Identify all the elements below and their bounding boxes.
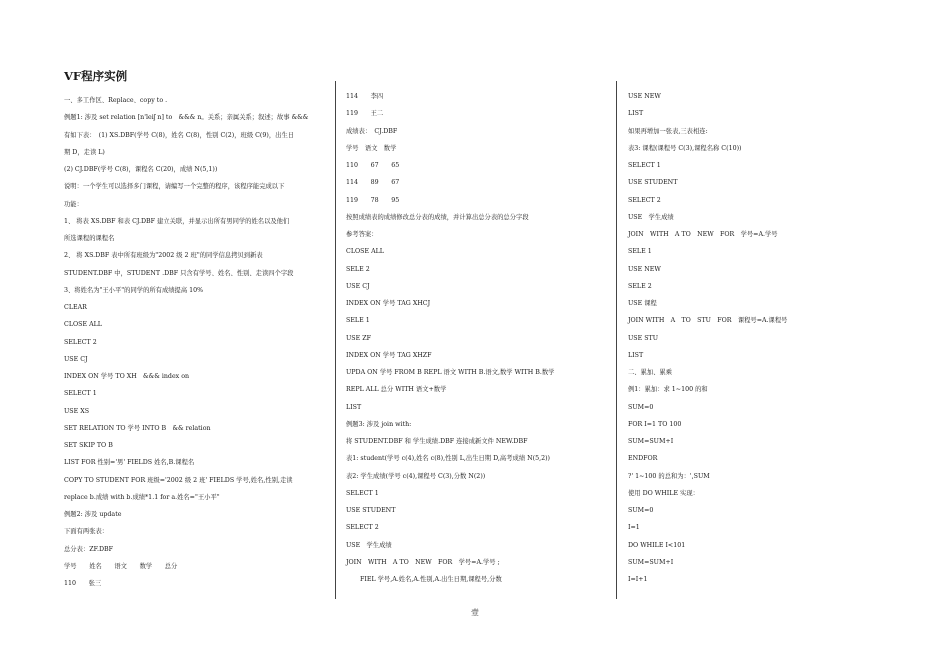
text-line: USE CJ [346, 282, 370, 290]
text-line: COPY TO STUDENT FOR 班级='2002 级 2 班' FIELDS 学号,姓名,性别,走读 [64, 476, 293, 484]
text-line: USE CJ [64, 355, 88, 363]
text-line: 学号 语文 数学 [346, 144, 397, 152]
text-line: USE NEW [628, 265, 661, 273]
text-line: 所选课程的课程名 [64, 235, 115, 242]
text-line: INDEX ON 学号 TAG XHZF [346, 351, 432, 359]
text-line: 114 89 67 [346, 179, 400, 187]
text-line: INDEX ON 学号 TO XH &&& index on [64, 373, 190, 380]
text-line: USE 课程 [628, 300, 657, 307]
text-line: UPDA ON 学号 FROM B REPL 语文 WITH B.语文,数学 WITH B.数学 [346, 369, 555, 376]
column-middle-body [346, 88, 608, 588]
document-title: VF程序实例 [64, 69, 128, 83]
text-line: 一、多工作区、Replace、copy to . [64, 97, 168, 104]
text-line: SELE 2 [346, 265, 370, 273]
text-line: USE STUDENT [628, 179, 678, 187]
column-middle [346, 88, 608, 588]
text-line: SET RELATION TO 学号 INTO B && relation [64, 424, 211, 432]
text-line: USE NEW [628, 93, 661, 100]
text-line: SELE 2 [628, 282, 652, 290]
text-line: 将 STUDENT.DBF 和 学生成绩.DBF 连接成新文件 NEW.DBF [346, 438, 528, 445]
text-line: STUDENT.DBF 中，STUDENT .DBF 只含有学号、姓名、性别、走读四个字段 [64, 269, 294, 277]
text-line: I=I+1 [628, 576, 648, 583]
text-line: ENDFOR [628, 455, 658, 463]
text-line: JOIN WITH A TO NEW FOR 学号=A.学号 ; [346, 558, 500, 566]
text-line: SUM=SUM+I [628, 438, 674, 445]
text-line: 3、将姓名为"王小平"的同学的所有成绩提高 10% [64, 286, 204, 294]
text-line: CLOSE ALL [64, 321, 102, 329]
text-line: LIST [628, 351, 644, 359]
text-line: SUM=0 [628, 403, 654, 411]
text-line: JOIN WITH A TO NEW FOR 学号=A.学号 [628, 231, 778, 238]
text-line: 参考答案： [346, 231, 378, 238]
text-line: SELE 1 [346, 317, 370, 325]
text-line: 119 78 95 [346, 196, 400, 204]
text-line: 按照成绩表的成绩修改总分表的成绩，并计算出总分表的总分字段 [346, 213, 529, 221]
text-line: USE STU [628, 334, 659, 342]
text-line: 119 王二 [346, 110, 384, 118]
text-line: 功能： [64, 200, 83, 208]
text-line: 成绩表： CJ.DBF [346, 127, 398, 135]
text-line: 表3: 课程(课程号 C(3),课程名称 C(10)) [628, 144, 742, 152]
text-line: 二、累加、累乘 [628, 369, 673, 376]
text-line: SUM=SUM+I [628, 558, 674, 566]
text-line: 例1：累加：求 1~100 的和 [628, 386, 708, 394]
text-line: SELECT 2 [346, 524, 379, 532]
column-left-body [64, 92, 326, 592]
column-right-body [628, 88, 890, 588]
text-line: FIEL 学号,A.姓名,A.性别,A.出生日期,课程号,分数 [360, 576, 502, 583]
text-line: CLOSE ALL [346, 248, 384, 256]
text-line: INDEX ON 学号 TAG XHCJ [346, 300, 431, 307]
text-line: 总分表：ZF.DBF [64, 545, 113, 553]
text-line: ?' 1~100 的总和为：',SUM [628, 472, 710, 480]
column-divider-left [335, 81, 336, 599]
text-line: JOIN WITH A TO STU FOR 课程号=A.课程号 [628, 317, 788, 325]
text-line: 学号 姓名 语文 数学 总分 [64, 562, 178, 570]
text-line: 例题2: 涉及 update [64, 511, 122, 518]
text-line: 说明：一个学生可以选择多门课程，请编写一个完整的程序，该程序能完成以下 [64, 183, 285, 191]
text-line: SELE 1 [628, 248, 652, 256]
text-line: DO WHILE I<101 [628, 541, 686, 549]
text-line: SELECT 2 [64, 338, 97, 346]
text-line: 下面有两张表： [64, 528, 109, 536]
text-line: SUM=0 [628, 507, 654, 514]
page-number: 壹 [471, 608, 479, 617]
text-line: 1、 将表 XS.DBF 和表 CJ.DBF 建立关联，并显示出所有男同学的姓名以及他们 [64, 217, 290, 225]
text-line: SELECT 1 [64, 390, 97, 398]
text-line: 例题3: 涉及 join with: [346, 420, 412, 428]
column-left [64, 65, 326, 592]
text-line: 110 67 65 [346, 162, 400, 169]
text-line: USE STUDENT [346, 507, 396, 514]
text-line: LIST [628, 110, 644, 118]
text-line: 期 D，走读 L) [64, 148, 105, 156]
text-line: 表2: 学生成绩(学号 c(4),课程号 C(3),分数 N(2)) [346, 472, 486, 480]
text-line: 114 李四 [346, 93, 384, 100]
text-line: replace b.成绩 with b.成绩*1.1 for a.姓名="王小平" [64, 493, 220, 501]
text-line: 如果再增加一张表,三表相连: [628, 127, 708, 135]
text-line: USE 学生成绩 [346, 541, 392, 549]
text-line: USE 学生成绩 [628, 213, 674, 221]
text-line: I=1 [628, 524, 640, 532]
text-line: 表1: student(学号 c(4),姓名 c(8),性别 L,出生日期 D,高考成绩 N(5,2)) [346, 455, 551, 463]
text-line: SET SKIP TO B [64, 442, 113, 449]
text-line: REPL ALL 总分 WITH 语文+数学 [346, 386, 447, 394]
text-line: (2) CJ.DBF(学号 C(8)，课程名 C(20)，成绩 N(5,1)) [64, 166, 218, 173]
text-line: 有如下表： (1) XS.DBF(学号 C(8)，姓名 C(8)，性别 C(2)，班级 C(9)，出生日 [64, 131, 295, 139]
text-line: USE XS [64, 407, 90, 415]
text-line: SELECT 1 [346, 489, 379, 497]
text-line: LIST [346, 403, 362, 411]
text-line: 110 张三 [64, 580, 102, 587]
text-line: USE ZF [346, 334, 371, 342]
text-line: SELECT 1 [628, 162, 661, 169]
column-right [628, 88, 890, 588]
text-line: SELECT 2 [628, 196, 661, 204]
column-divider-right [616, 81, 617, 599]
text-line: LIST FOR 性别='男' FIELDS 姓名,B.课程名 [64, 459, 195, 467]
text-line: 2、 将 XS.DBF 表中所有班级为"2002 级 2 班"的同学信息拷贝到新表 [64, 252, 263, 260]
text-line: FOR I=1 TO 100 [628, 420, 682, 428]
text-line: 使用 DO WHILE 实现： [628, 489, 699, 497]
text-line: CLEAR [64, 304, 87, 311]
text-line: 例题1: 涉及 set relation [n'leiʃ n] to &&& n。关系；亲属关系；叙述；故事 &&& [64, 114, 309, 122]
